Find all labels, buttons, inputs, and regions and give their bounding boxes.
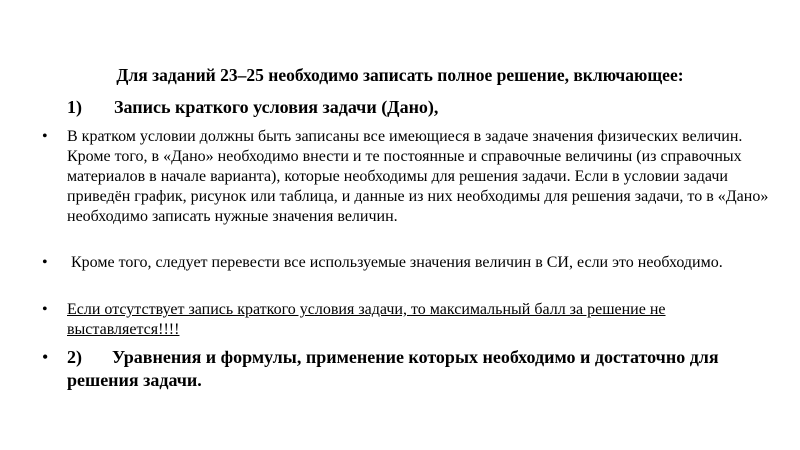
bullet-dot-icon: • (42, 347, 49, 367)
slide-heading: Для заданий 23–25 необходимо записать полное решение, включающее: (116, 65, 684, 85)
bullet-text: Кроме того, следует перевести все используемые значения величин в СИ, если это необходимо. (71, 254, 723, 271)
bullet-item-4-numbered-2 (42, 346, 772, 392)
item-number: 1) (67, 97, 82, 117)
bullet-dot-icon: • (42, 128, 48, 145)
item-text: Запись краткого условия задачи (Дано), (114, 97, 439, 117)
bullet-dot-icon: • (42, 301, 48, 318)
numbered-item-1 (67, 96, 438, 118)
item-number: 2) (67, 347, 82, 367)
bullet-text-underlined: Если отсутствует запись краткого условия задачи, то максимальный балл за решение не выставляется!!!! (67, 301, 666, 338)
item-text: Уравнения и формулы, применение которых необходимо и достаточно для решения задачи. (67, 347, 719, 390)
numbered-item-2 (67, 346, 772, 392)
bullet-text: В кратком условии должны быть записаны все имеющиеся в задаче значения физических величин. Кроме того, в «Дано» необходимо внести и те постоянные и справочные величины (из справочных материалов в начале варианта), которые необходимы для решения задачи. Если в условии задачи приведён график, рисунок или таблица, и данные из них необходимы для решения задачи, то в «Дано» необходимо записать нужные значения величин. (67, 128, 769, 225)
bullet-item-1 (42, 127, 772, 227)
bullet-item-2 (42, 253, 772, 273)
bullet-item-3-warning (42, 300, 772, 340)
bullet-dot-icon: • (42, 254, 48, 271)
